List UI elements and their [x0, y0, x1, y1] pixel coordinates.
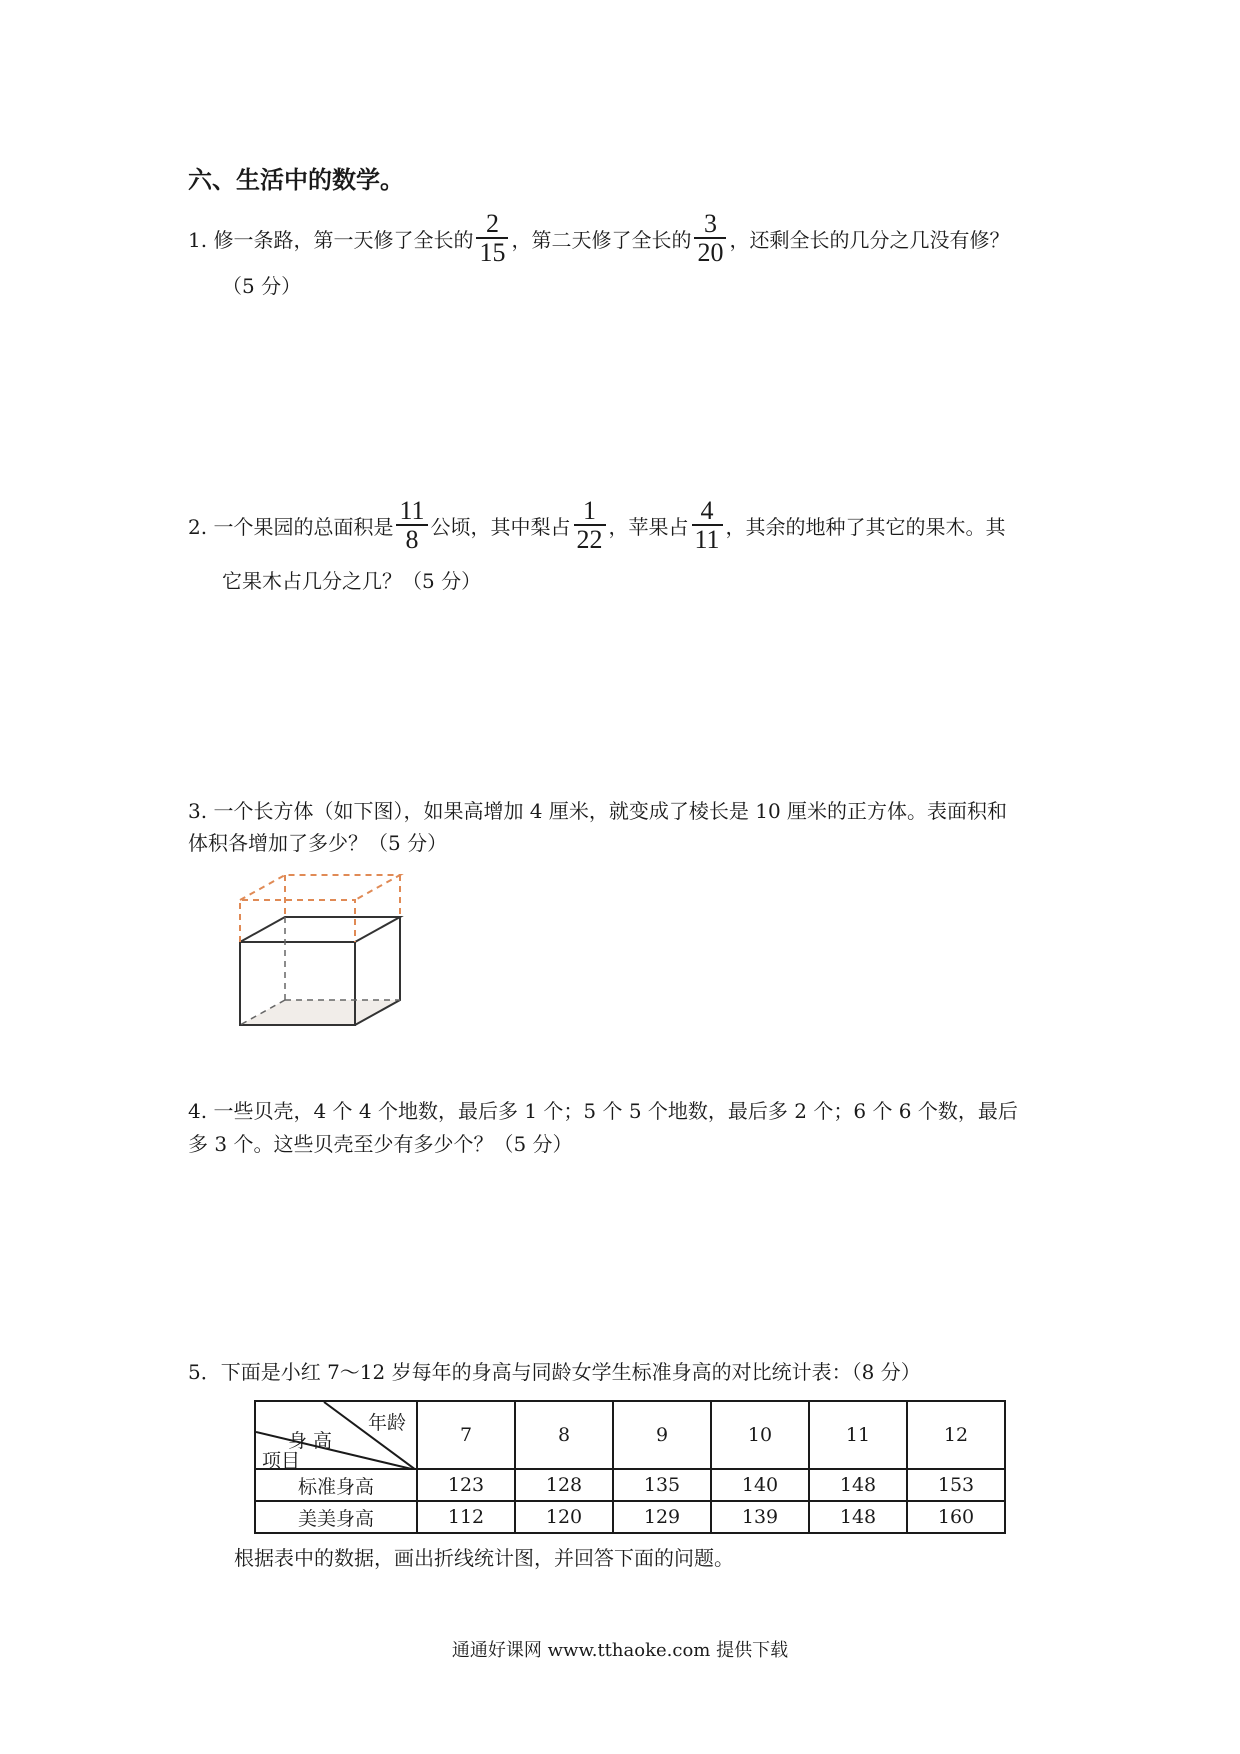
page-footer: 通通好课网 www.tthaoke.com 提供下载 [451, 1640, 789, 1661]
q2-line-2: 它果木占几分之几？（5 分） [222, 569, 482, 593]
q4-line-2: 多 3 个。这些贝壳至少有多少个？（5 分） [188, 1132, 573, 1156]
q2-fraction-3 [692, 497, 723, 554]
corner-label-age: 年龄 [367, 1412, 406, 1434]
q1-score: （5 分） [222, 274, 302, 298]
table-cell: 129 [613, 1501, 711, 1533]
q1-text-b: ，第二天修了全长的 [511, 227, 692, 252]
table-cell: 135 [613, 1469, 711, 1501]
age-cell: 10 [711, 1401, 809, 1469]
q5-instruction: 根据表中的数据，画出折线统计图，并回答下面的问题。 [234, 1546, 734, 1570]
q2-text-d: ，其余的地种了其它的果木。其 [725, 514, 1006, 539]
question-1 [188, 210, 1009, 267]
q3-line-1: 3. 一个长方体（如下图），如果高增加 4 厘米，就变成了棱长是 10 厘米的正方体。表面积和 [188, 799, 1008, 823]
q1-text-c: ，还剩全长的几分之几没有修？ [729, 227, 1010, 252]
q2-text-b: 公顷，其中梨占 [430, 514, 571, 539]
fraction-numerator: 2 [485, 209, 499, 238]
table-cell: 148 [809, 1469, 907, 1501]
table-cell: 128 [515, 1469, 613, 1501]
fraction-denominator: 22 [574, 524, 606, 553]
row-label: 标准身高 [255, 1469, 417, 1501]
age-cell: 9 [613, 1401, 711, 1469]
table-cell: 153 [907, 1469, 1005, 1501]
q1-fraction-2 [694, 210, 726, 267]
section-title: 六、生活中的数学。 [188, 166, 404, 194]
cuboid-figure [230, 870, 440, 1040]
table-cell: 148 [809, 1501, 907, 1533]
age-cell: 8 [515, 1401, 613, 1469]
fraction-numerator: 4 [700, 496, 714, 525]
table-cell: 160 [907, 1501, 1005, 1533]
q4-line-1: 4. 一些贝壳，4 个 4 个地数，最后多 1 个；5 个 5 个地数，最后多 2 个；6 个 6 个数，最后 [188, 1099, 1018, 1123]
age-cell: 12 [907, 1401, 1005, 1469]
corner-label-item: 项目 [262, 1450, 301, 1472]
cube-extension-dashed [240, 875, 400, 942]
height-comparison-table [254, 1400, 1006, 1534]
age-cell: 7 [417, 1401, 515, 1469]
corner-label-height: 身 高 [288, 1430, 333, 1452]
q1-fraction-1 [476, 210, 508, 267]
fraction-denominator: 11 [692, 524, 723, 553]
table-row [255, 1469, 1005, 1501]
question-2 [188, 497, 1006, 554]
fraction-numerator: 1 [583, 496, 596, 525]
q1-text-a: 1. 修一条路，第一天修了全长的 [188, 227, 474, 252]
row-label: 美美身高 [255, 1501, 417, 1533]
q2-fraction-1 [396, 497, 427, 554]
table-row [255, 1501, 1005, 1533]
table-corner-cell [255, 1401, 417, 1472]
table-cell: 123 [417, 1469, 515, 1501]
table-header-row [255, 1401, 1005, 1469]
fraction-numerator: 11 [399, 496, 425, 525]
table-cell: 140 [711, 1469, 809, 1501]
age-cell: 11 [809, 1401, 907, 1469]
q5-title: 5．下面是小红 7～12 岁每年的身高与同龄女学生标准身高的对比统计表：（8 分） [188, 1360, 921, 1384]
fraction-denominator: 8 [396, 524, 427, 553]
q3-line-2: 体积各增加了多少？（5 分） [188, 831, 448, 855]
q2-fraction-2 [574, 497, 606, 554]
fraction-numerator: 3 [703, 209, 717, 238]
table-cell: 139 [711, 1501, 809, 1533]
fraction-denominator: 20 [694, 237, 726, 266]
q2-text-a: 2. 一个果园的总面积是 [188, 514, 394, 539]
fraction-denominator: 15 [476, 237, 508, 266]
table-cell: 112 [417, 1501, 515, 1533]
table-cell: 120 [515, 1501, 613, 1533]
q2-text-c: ，苹果占 [608, 514, 689, 539]
